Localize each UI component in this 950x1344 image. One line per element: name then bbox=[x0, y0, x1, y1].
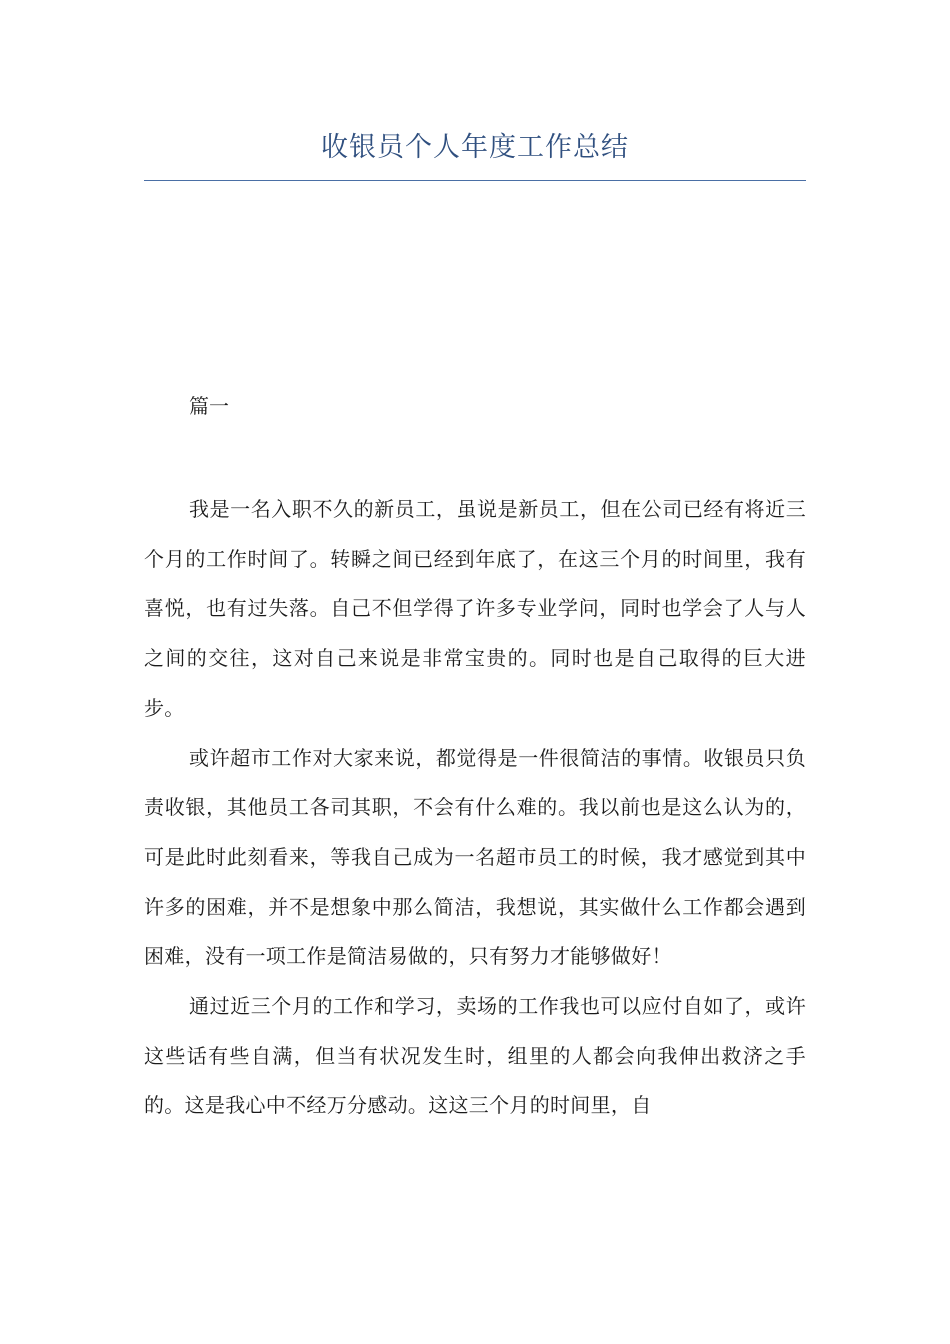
section-heading: 篇一 bbox=[189, 394, 229, 418]
body-text bbox=[144, 485, 806, 1131]
paragraph-3: 通过近三个月的工作和学习，卖场的工作我也可以应付自如了，或许这些话有些自满，但当有状况发生时，组里的人都会向我伸出救济之手的。这是我心中不经万分感动。这这三个月的时间里，自 bbox=[144, 994, 806, 1118]
title-underline bbox=[144, 180, 806, 181]
document-title: 收银员个人年度工作总结 bbox=[321, 132, 629, 163]
paragraph-1: 我是一名入职不久的新员工，虽说是新员工，但在公司已经有将近三个月的工作时间了。转瞬之间已经到年底了，在这三个月的时间里，我有喜悦，也有过失落。自己不但学得了许多专业学问，同时也学会了人与人之间的交往，这对自己来说是非常宝贵的。同时也是自己取得的巨大进步。 bbox=[144, 497, 806, 720]
paragraph-2: 或许超市工作对大家来说，都觉得是一件很简洁的事情。收银员只负责收银，其他员工各司其职，不会有什么难的。我以前也是这么认为的，可是此时此刻看来，等我自己成为一名超市员工的时候，我才感觉到其中许多的困难，并不是想象中那么简洁，我想说，其实做什么工作都会遇到困难，没有一项工作是简洁易做的，只有努力才能够做好！ bbox=[144, 745, 806, 969]
